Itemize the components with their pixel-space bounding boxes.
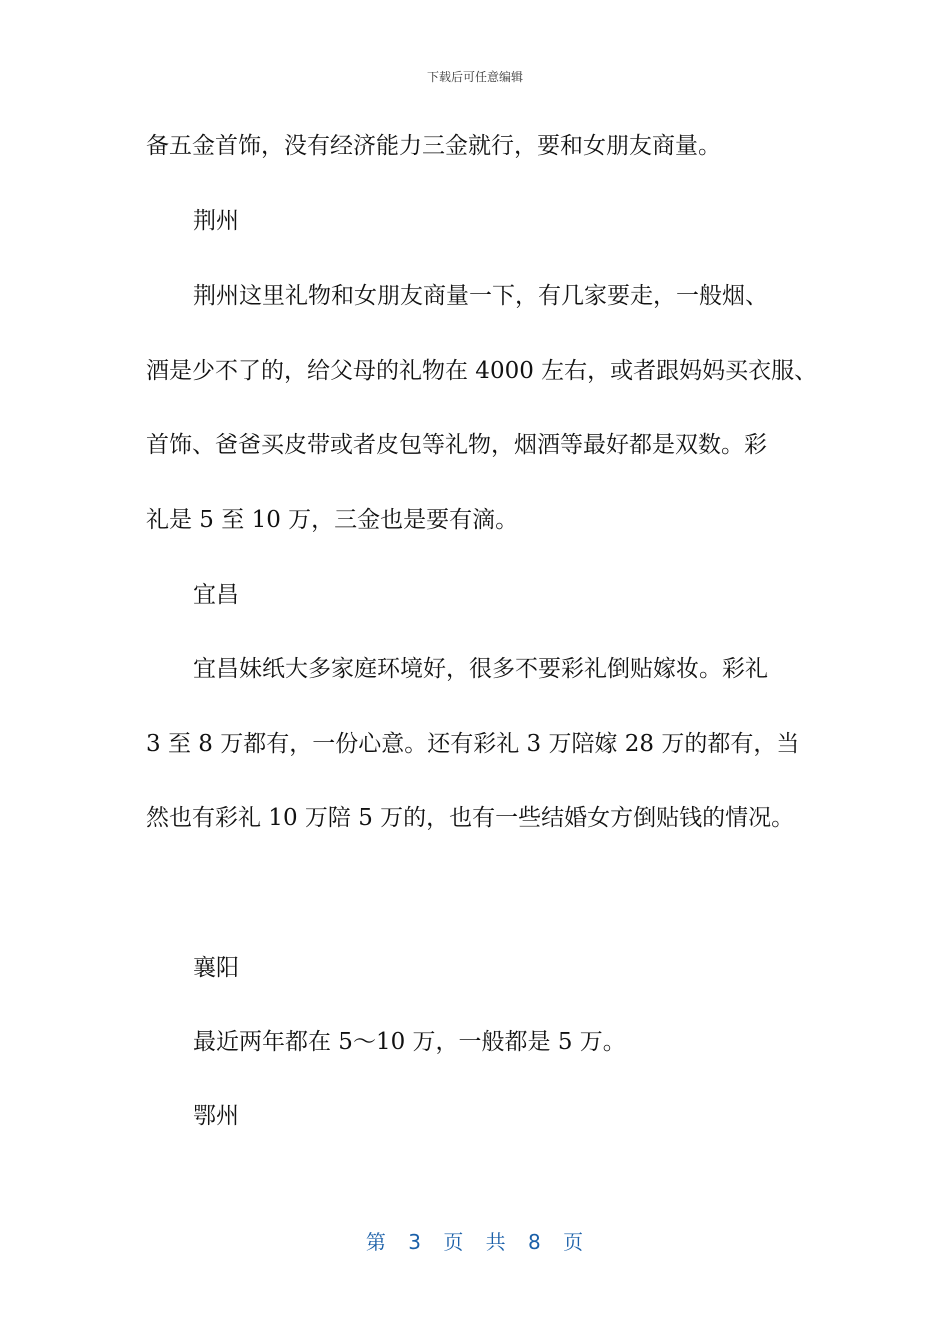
paragraph-line: 酒是少不了的，给父母的礼物在 4000 左右，或者跟妈妈买衣服、 <box>146 358 818 384</box>
page-number-footer: 第 3 页 共 8 页 <box>365 1230 585 1254</box>
section-heading-xiangyang: 襄阳 <box>193 955 239 981</box>
section-heading-jingzhou: 荆州 <box>193 208 239 234</box>
paragraph-line: 礼是 5 至 10 万，三金也是要有滴。 <box>146 507 519 533</box>
paragraph-line: 然也有彩礼 10 万陪 5 万的，也有一些结婚女方倒贴钱的情况。 <box>146 805 795 831</box>
paragraph-line: 备五金首饰，没有经济能力三金就行，要和女朋友商量。 <box>146 133 721 159</box>
paragraph-line: 3 至 8 万都有，一份心意。还有彩礼 3 万陪嫁 28 万的都有，当 <box>146 731 800 757</box>
section-heading-yichang: 宜昌 <box>193 582 239 608</box>
paragraph-line: 最近两年都在 5～10 万，一般都是 5 万。 <box>193 1029 626 1055</box>
section-heading-ezhou: 鄂州 <box>193 1103 239 1129</box>
page-header: 下载后可任意编辑 <box>426 70 523 84</box>
paragraph-line: 宜昌妹纸大多家庭环境好，很多不要彩礼倒贴嫁妆。彩礼 <box>193 656 768 682</box>
paragraph-line: 首饰、爸爸买皮带或者皮包等礼物，烟酒等最好都是双数。彩 <box>146 432 767 458</box>
paragraph-line: 荆州这里礼物和女朋友商量一下，有几家要走，一般烟、 <box>193 283 768 309</box>
